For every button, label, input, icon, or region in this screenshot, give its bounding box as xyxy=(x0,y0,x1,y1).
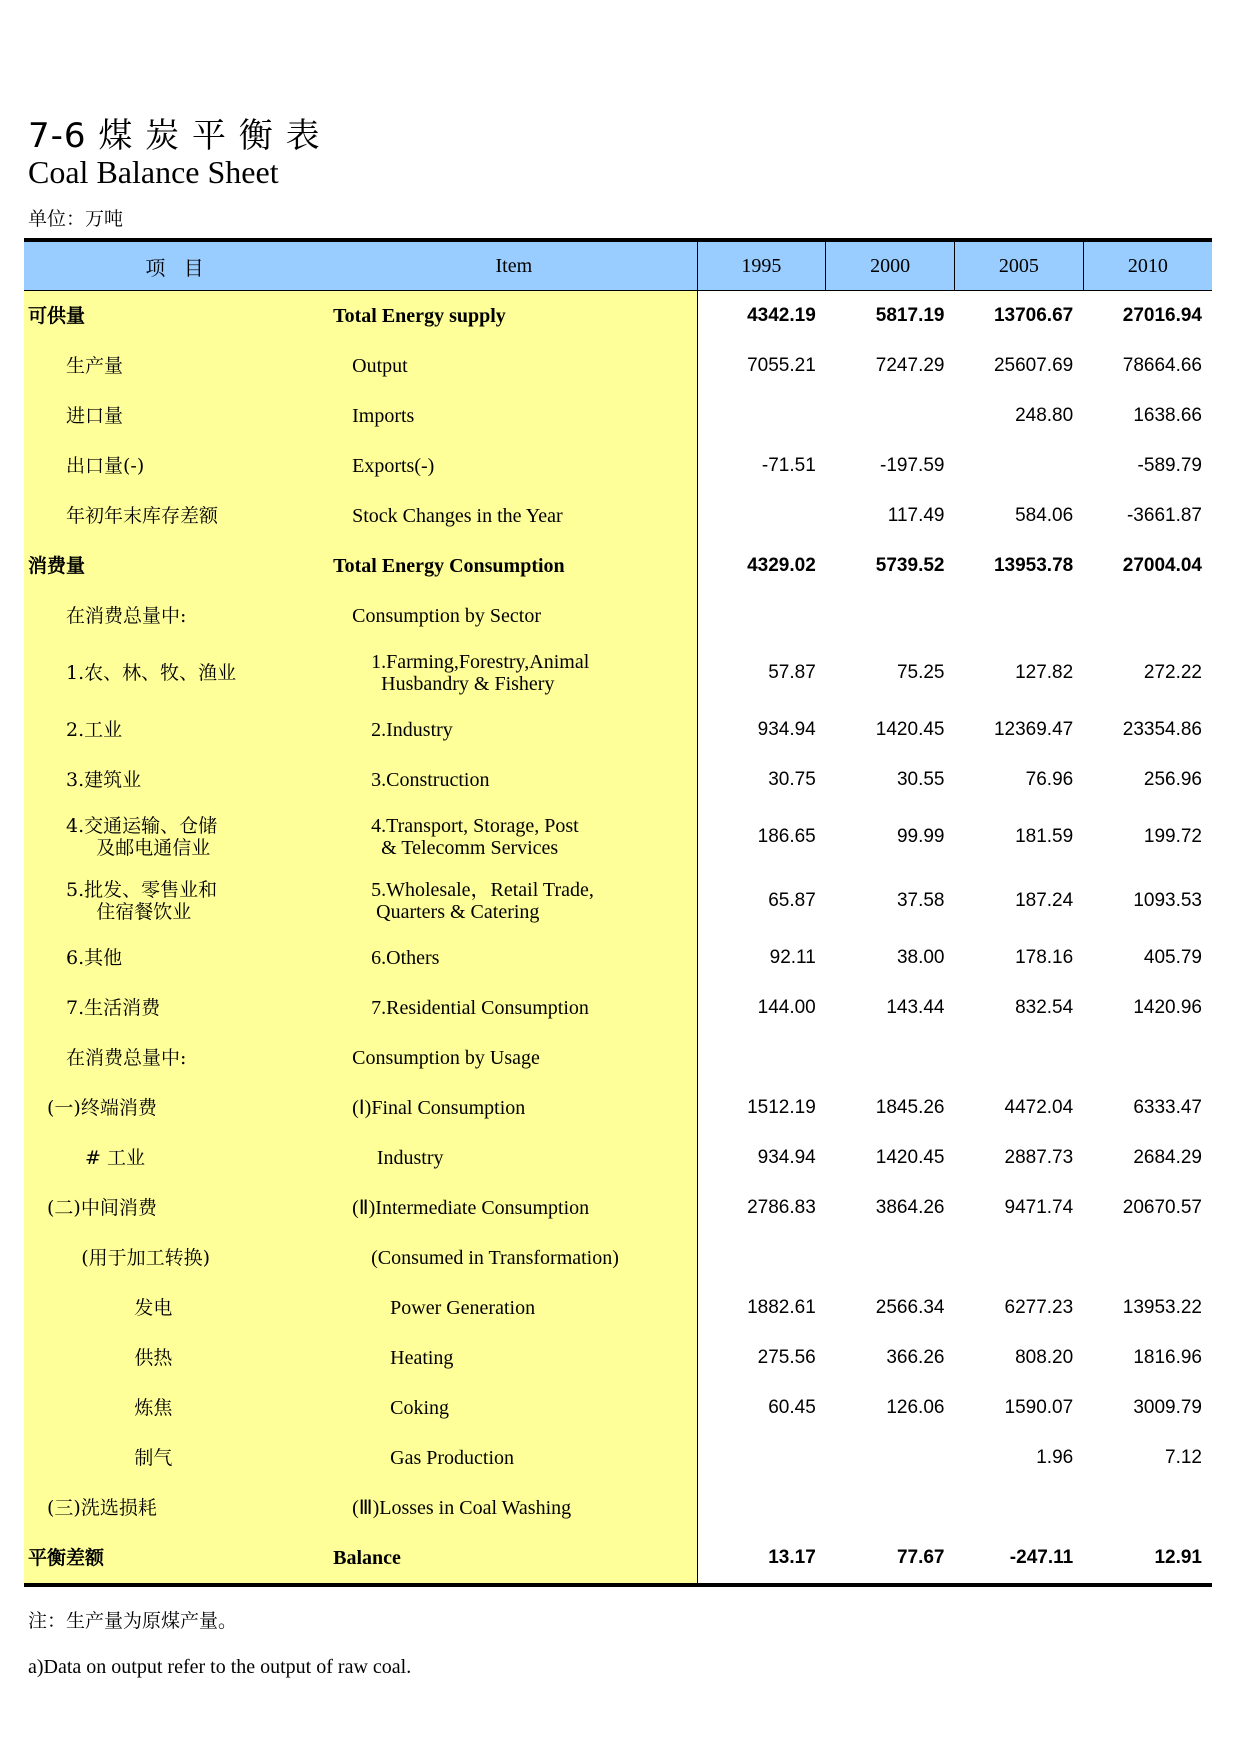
value-cell-2005: 178.16 xyxy=(1015,947,1074,968)
row-label-english: 7.Residential Consumption xyxy=(331,983,697,1033)
row-label-chinese: 供热 xyxy=(24,1333,331,1383)
value-cell-2010: 12.91 xyxy=(1083,1533,1212,1585)
value-cell-2000: -197.59 xyxy=(880,455,945,476)
value-cell-2000 xyxy=(826,1483,955,1533)
value-cell-2000: 77.67 xyxy=(826,1533,955,1585)
value-cell-2000: 366.26 xyxy=(886,1347,945,1368)
table-row xyxy=(24,591,1212,641)
row-label-english: 3.Construction xyxy=(331,755,697,805)
table-row xyxy=(24,541,1212,591)
table-row xyxy=(24,1283,1212,1333)
header-item-english: Item xyxy=(331,240,697,291)
value-cell-2005: 808.20 xyxy=(1015,1347,1074,1368)
value-cell-2010: 1093.53 xyxy=(1133,890,1202,911)
value-cell-2005: 832.54 xyxy=(1015,997,1074,1018)
value-cell-2005: 25607.69 xyxy=(993,355,1074,376)
row-label-chinese: 消费量 xyxy=(24,541,331,591)
header-year-1995: 1995 xyxy=(697,240,826,291)
unit-label: 单位：万吨 xyxy=(28,208,124,230)
row-label-english: 5.Wholesale，Retail Trade, Quarters & Catering xyxy=(331,869,697,933)
value-cell-2000: 38.00 xyxy=(896,947,945,968)
value-cell-2010: 20670.57 xyxy=(1122,1197,1202,1218)
row-label-english: 4.Transport, Storage, Post & Telecomm Services xyxy=(331,805,697,869)
row-label-english: (Ⅱ)Intermediate Consumption xyxy=(331,1183,697,1233)
value-cell-2000: 75.25 xyxy=(896,662,945,683)
value-cell-2000: 3864.26 xyxy=(875,1197,945,1218)
value-cell-2010 xyxy=(1083,591,1212,641)
value-cell-1995: 7055.21 xyxy=(697,341,826,391)
table-row xyxy=(24,1233,1212,1283)
value-cell-2010 xyxy=(1083,1033,1212,1083)
row-label-english: Heating xyxy=(331,1333,697,1383)
table-row xyxy=(24,1383,1212,1433)
row-label-chinese: 出口量(-) xyxy=(24,441,331,491)
table-row xyxy=(24,705,1212,755)
value-cell-2010: -589.79 xyxy=(1137,455,1202,476)
row-label-english: 2.Industry xyxy=(331,705,697,755)
value-cell-2000 xyxy=(826,1033,955,1083)
value-cell-1995 xyxy=(697,1483,826,1533)
table-row xyxy=(24,983,1212,1033)
row-label-chinese: 5.批发、零售业和 住宿餐饮业 xyxy=(24,869,331,933)
header-year-2010: 2010 xyxy=(1083,240,1212,291)
value-cell-2005: 12369.47 xyxy=(993,719,1074,740)
value-cell-2000: 7247.29 xyxy=(875,355,945,376)
table-row xyxy=(24,755,1212,805)
row-label-chinese: 进口量 xyxy=(24,391,331,441)
value-cell-1995: 92.11 xyxy=(697,933,826,983)
value-cell-2005 xyxy=(954,591,1083,641)
row-label-english: (Consumed in Transformation) xyxy=(331,1233,697,1283)
value-cell-2000: 1420.45 xyxy=(875,1147,945,1168)
value-cell-1995: 60.45 xyxy=(697,1383,826,1433)
value-cell-2010: 23354.86 xyxy=(1122,719,1202,740)
table-row xyxy=(24,805,1212,869)
row-label-english: Coking xyxy=(331,1383,697,1433)
value-cell-2000: 5817.19 xyxy=(875,305,945,326)
table-row xyxy=(24,641,1212,705)
table-row xyxy=(24,1533,1212,1585)
value-cell-2005: 248.80 xyxy=(1015,405,1074,426)
value-cell-2005: -247.11 xyxy=(954,1533,1083,1585)
row-label-english: (Ⅰ)Final Consumption xyxy=(331,1083,697,1133)
row-label-english: Stock Changes in the Year xyxy=(331,491,697,541)
table-row xyxy=(24,441,1212,491)
value-cell-1995: 57.87 xyxy=(697,641,826,705)
row-label-chinese: 炼焦 xyxy=(24,1383,331,1433)
row-label-chinese: 发电 xyxy=(24,1283,331,1333)
value-cell-2005 xyxy=(954,441,1083,491)
row-label-english: Total Energy supply xyxy=(331,291,697,342)
value-cell-2010: 2684.29 xyxy=(1133,1147,1202,1168)
value-cell-2000: 99.99 xyxy=(896,826,945,847)
value-cell-1995: 13.17 xyxy=(697,1533,826,1585)
table-row xyxy=(24,933,1212,983)
value-cell-2005: 1.96 xyxy=(1036,1447,1074,1468)
row-label-chinese: 1.农、林、牧、渔业 xyxy=(24,641,331,705)
value-cell-2000: 37.58 xyxy=(896,890,945,911)
row-label-chinese: (用于加工转换) xyxy=(24,1233,331,1283)
row-label-chinese: (二)中间消费 xyxy=(24,1183,331,1233)
value-cell-2010: 405.79 xyxy=(1143,947,1202,968)
title-english: Coal Balance Sheet xyxy=(28,154,279,190)
value-cell-2005: 6277.23 xyxy=(1004,1297,1074,1318)
row-label-chinese: (一)终端消费 xyxy=(24,1083,331,1133)
value-cell-2010: 199.72 xyxy=(1143,826,1202,847)
value-cell-2010: 1816.96 xyxy=(1133,1347,1202,1368)
table-row xyxy=(24,491,1212,541)
table-row xyxy=(24,869,1212,933)
value-cell-2005 xyxy=(954,1033,1083,1083)
value-cell-2005: 584.06 xyxy=(1015,505,1074,526)
row-label-chinese: 3.建筑业 xyxy=(24,755,331,805)
table-row xyxy=(24,291,1212,342)
value-cell-1995 xyxy=(697,391,826,441)
value-cell-1995: 65.87 xyxy=(697,869,826,933)
value-cell-1995: 934.94 xyxy=(697,1133,826,1183)
header-year-2005: 2005 xyxy=(954,240,1083,291)
table-row xyxy=(24,1033,1212,1083)
value-cell-2005: 9471.74 xyxy=(1004,1197,1074,1218)
row-label-chinese: # 工业 xyxy=(24,1133,331,1183)
value-cell-1995: 934.94 xyxy=(697,705,826,755)
header-year-2000: 2000 xyxy=(826,240,955,291)
row-label-chinese: 年初年末库存差额 xyxy=(24,491,331,541)
value-cell-2010 xyxy=(1083,1233,1212,1283)
row-label-english: Imports xyxy=(331,391,697,441)
row-label-english: Industry xyxy=(331,1133,697,1183)
row-label-chinese: 平衡差额 xyxy=(24,1533,331,1585)
value-cell-1995: 1512.19 xyxy=(697,1083,826,1133)
value-cell-1995: 186.65 xyxy=(697,805,826,869)
value-cell-1995 xyxy=(697,1233,826,1283)
value-cell-2000: 1845.26 xyxy=(875,1097,945,1118)
value-cell-2005 xyxy=(954,1483,1083,1533)
row-label-chinese: 6.其他 xyxy=(24,933,331,983)
value-cell-1995: 275.56 xyxy=(697,1333,826,1383)
row-label-chinese: 4.交通运输、仓储 及邮电通信业 xyxy=(24,805,331,869)
value-cell-2010: 78664.66 xyxy=(1122,355,1202,376)
value-cell-1995: -71.51 xyxy=(697,441,826,491)
value-cell-2010: 7.12 xyxy=(1165,1447,1202,1468)
value-cell-1995 xyxy=(697,1433,826,1483)
row-label-chinese: 2.工业 xyxy=(24,705,331,755)
value-cell-2010: -3661.87 xyxy=(1126,505,1202,526)
value-cell-1995: 1882.61 xyxy=(697,1283,826,1333)
value-cell-1995 xyxy=(697,1033,826,1083)
table-header xyxy=(24,240,1212,291)
value-cell-1995 xyxy=(697,591,826,641)
value-cell-2000: 2566.34 xyxy=(875,1297,945,1318)
value-cell-2010 xyxy=(1083,1483,1212,1533)
value-cell-2010: 6333.47 xyxy=(1133,1097,1202,1118)
row-label-chinese: 制气 xyxy=(24,1433,331,1483)
row-label-english: Output xyxy=(331,341,697,391)
row-label-english: Balance xyxy=(331,1533,697,1585)
row-label-english: 6.Others xyxy=(331,933,697,983)
value-cell-2005 xyxy=(954,1233,1083,1283)
value-cell-2010: 13953.22 xyxy=(1122,1297,1202,1318)
footnote-chinese: 注：生产量为原煤产量。 xyxy=(28,1610,238,1632)
table-row xyxy=(24,1483,1212,1533)
value-cell-2000: 30.55 xyxy=(896,769,945,790)
value-cell-1995: 144.00 xyxy=(697,983,826,1033)
value-cell-2000: 117.49 xyxy=(887,505,945,526)
table-row xyxy=(24,1333,1212,1383)
table-row xyxy=(24,1083,1212,1133)
footnote-english: a)Data on output refer to the output of raw coal. xyxy=(28,1656,412,1678)
row-label-english: Consumption by Usage xyxy=(331,1033,697,1083)
value-cell-2010: 27004.04 xyxy=(1122,555,1202,576)
value-cell-2010: 1420.96 xyxy=(1133,997,1202,1018)
row-label-english: 1.Farming,Forestry,Animal Husbandry & Fishery xyxy=(331,641,697,705)
value-cell-2000 xyxy=(826,591,955,641)
table-body xyxy=(24,291,1212,1586)
row-label-english: Total Energy Consumption xyxy=(331,541,697,591)
value-cell-2005: 127.82 xyxy=(1015,662,1074,683)
table-row xyxy=(24,341,1212,391)
value-cell-1995: 30.75 xyxy=(697,755,826,805)
value-cell-1995: 4329.02 xyxy=(697,541,826,591)
header-row xyxy=(24,240,1212,291)
value-cell-2000: 5739.52 xyxy=(875,555,945,576)
value-cell-2005: 13706.67 xyxy=(993,305,1074,326)
value-cell-2000: 126.06 xyxy=(886,1397,945,1418)
value-cell-2005: 4472.04 xyxy=(1004,1097,1074,1118)
value-cell-2010: 27016.94 xyxy=(1122,305,1202,326)
title-chinese: 7-6 煤 炭 平 衡 表 xyxy=(28,116,321,156)
value-cell-2005: 181.59 xyxy=(1015,826,1074,847)
row-label-chinese: (三)洗选损耗 xyxy=(24,1483,331,1533)
row-label-english: Gas Production xyxy=(331,1433,697,1483)
table-row xyxy=(24,391,1212,441)
row-label-chinese: 生产量 xyxy=(24,341,331,391)
value-cell-2000 xyxy=(826,391,955,441)
row-label-english: Power Generation xyxy=(331,1283,697,1333)
row-label-english: Consumption by Sector xyxy=(331,591,697,641)
table-row xyxy=(24,1133,1212,1183)
value-cell-2010: 272.22 xyxy=(1143,662,1202,683)
value-cell-2005: 76.96 xyxy=(1025,769,1074,790)
value-cell-1995: 2786.83 xyxy=(697,1183,826,1233)
table-row xyxy=(24,1433,1212,1483)
value-cell-2000 xyxy=(826,1233,955,1283)
coal-balance-table xyxy=(24,238,1212,1587)
table-row xyxy=(24,1183,1212,1233)
value-cell-2010: 1638.66 xyxy=(1133,405,1202,426)
value-cell-2005: 1590.07 xyxy=(1004,1397,1074,1418)
value-cell-2010: 256.96 xyxy=(1143,769,1202,790)
header-item-chinese: 项 目 xyxy=(24,240,331,291)
value-cell-2005: 187.24 xyxy=(1015,890,1074,911)
value-cell-2005: 2887.73 xyxy=(1004,1147,1074,1168)
value-cell-1995 xyxy=(697,491,826,541)
value-cell-1995: 4342.19 xyxy=(697,291,826,342)
value-cell-2000: 1420.45 xyxy=(875,719,945,740)
value-cell-2010: 3009.79 xyxy=(1133,1397,1202,1418)
value-cell-2000: 143.44 xyxy=(886,997,945,1018)
row-label-chinese: 在消费总量中: xyxy=(24,1033,331,1083)
row-label-chinese: 可供量 xyxy=(24,291,331,342)
row-label-chinese: 7.生活消费 xyxy=(24,983,331,1033)
row-label-english: (Ⅲ)Losses in Coal Washing xyxy=(331,1483,697,1533)
value-cell-2000 xyxy=(826,1433,955,1483)
value-cell-2005: 13953.78 xyxy=(993,555,1074,576)
row-label-chinese: 在消费总量中: xyxy=(24,591,331,641)
row-label-english: Exports(-) xyxy=(331,441,697,491)
